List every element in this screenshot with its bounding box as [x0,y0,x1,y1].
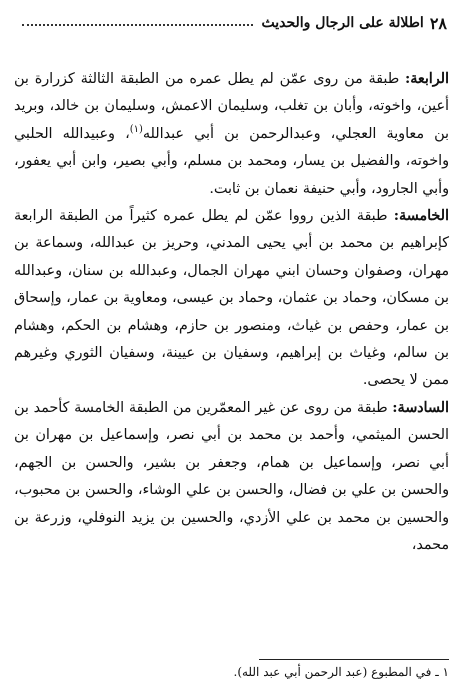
paragraph-fifth-class [14,203,449,395]
page-header [14,10,447,36]
paragraph-text: طبقة من روى عن غير المعمّرين من الطبقة الخامسة كأحمد بن الحسن الميثمي، وأحمد بن محمد بن أبي نصر، وإسماعيل بن مهران بن أبي نصر، وإسماعيل بن همام، وجعفر بن بشير، والحسن بن الجهم، والحسن بن علي بن فضال، والحسن بن علي الوشاء، والحسن بن محبوب، والحسين بن محمد بن علي الأزدي، والحسين بن يزيد النوفلي، وزرعة بن محمد، [14,399,449,553]
footnote-divider [259,659,449,660]
running-title: اطلالة على الرجال والحديث [261,15,424,31]
paragraph-label: الخامسة: [393,208,449,225]
page-number: ٢٨ [429,13,447,33]
footnote-reference: (١) [129,124,143,136]
paragraph-fourth-class [14,66,449,203]
paragraph-label: السادسة: [392,399,449,416]
footnote: ١ ـ في المطبوع (عبد الرحمن أبي عبد الله). [233,665,449,679]
paragraph-text: طبقة من روى عمّن لم يطل عمره من الطبقة الثالثة كزرارة بن أعين، واخوته، وأبان بن تغلب، وسليمان الاعمش، وسليمان بن خالد، وبريد بن معاوية العجلي، وعبدالرحمن بن أبي عبدالله [14,71,449,142]
paragraph-text: طبقة الذين رووا عمّن لم يطل عمره كثيراً من الطبقة الرابعة كإبراهيم بن محمد بن أبي يحيى المدني، وحريز بن عبدالله، وسماعة بن مهران، وصفوان وحسان ابني مهران الجمال، وعبدالله بن سنان، وعبدالله بن مسكان، وحماد بن عثمان، وحماد بن عيسى، ومعاوية بن عمار، وإسحاق بن عمار، وحفص بن غياث، ومنصور بن حازم، وهشام بن الحكم، وهشام بن سالم، وغياث بن إبراهيم، وسفيان بن عيينة، وسفيان الثوري وغيرهم ممن لا يحصى. [14,208,449,389]
paragraph-text-continued: ، وعبيدالله الحلبي واخوته، والفضيل بن يسار، ومحمد بن مسلم، وأبي بصير، وابن أبي يعفور، وأبي الجارود، وأبي حنيفة نعمان بن ثابت. [14,125,449,197]
main-text [14,66,449,559]
paragraph-label: الرابعة: [404,71,449,87]
header-dot-leader [22,24,253,26]
paragraph-sixth-class [14,395,449,559]
